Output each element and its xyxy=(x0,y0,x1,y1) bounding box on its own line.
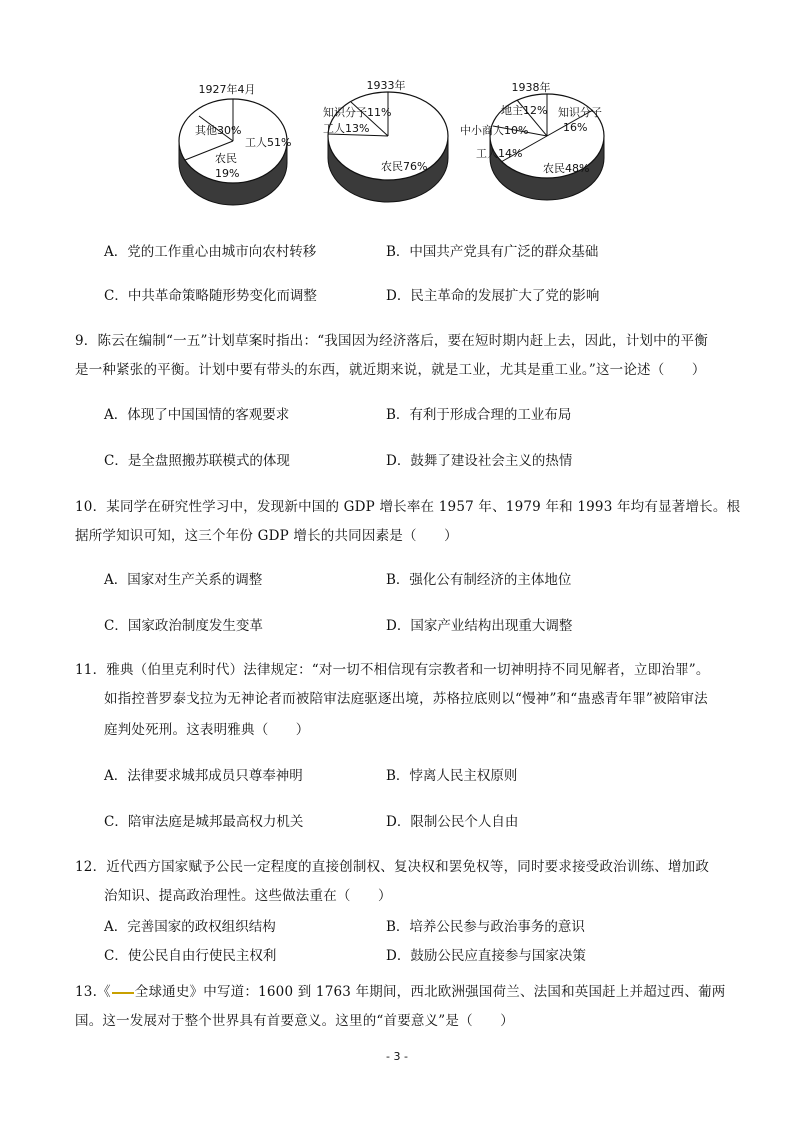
pie-label-peasants: 农民 xyxy=(215,152,237,165)
q11-option-a: A．法律要求城邦成员只尊奉神明 xyxy=(104,768,303,784)
pie-label-workers: 工人51% xyxy=(245,136,292,149)
pie-chart-1927 xyxy=(179,82,291,205)
q12-option-b: B．培养公民参与政治事务的意识 xyxy=(386,919,585,935)
pie-chart-1938 xyxy=(460,80,604,200)
q12-option-d: D．鼓励公民应直接参与国家决策 xyxy=(386,948,586,964)
q11-stem-line-1: 11．雅典（伯里克利时代）法律规定：“对一切不相信现有宗教者和一切神明持不同见解者，立即治罪”。 xyxy=(75,662,710,678)
q13-stem-text: 全球通史》中写道：1600 到 1763 年期间，西北欧洲强国荷兰、法国和英国赶上并超过西、葡两 xyxy=(134,984,726,1000)
pie-label-intellectuals-pct: 16% xyxy=(563,121,588,134)
q10-stem-line-1: 10．某同学在研究性学习中，发现新中国的 GDP 增长率在 1957 年、1979 年和 1993 年均有显著增长。根 xyxy=(75,499,741,515)
q12-option-c: C．使公民自由行使民主权利 xyxy=(104,948,277,964)
page-number: - 3 - xyxy=(386,1050,408,1063)
pie-label-workers: 工人14% xyxy=(476,147,523,160)
q10-option-a: A．国家对生产关系的调整 xyxy=(104,572,263,588)
pie-label-peasants: 农民48% xyxy=(543,162,590,175)
q8-option-b: B．中国共产党具有广泛的群众基础 xyxy=(386,244,599,260)
q9-option-b: B．有利于形成合理的工业布局 xyxy=(386,407,572,423)
q8-option-c: C．中共革命策略随形势变化而调整 xyxy=(104,288,317,304)
q9-stem-line-1: 9．陈云在编制“一五”计划草案时指出：“我国因为经济落后，要在短时期内赶上去，因此，计划中的平衡 xyxy=(75,333,708,349)
q10-option-b: B．强化公有制经济的主体地位 xyxy=(386,572,572,588)
q11-stem-line-3: 庭判处死刑。这表明雅典（ ） xyxy=(104,722,310,738)
q11-stem-line-2: 如指控普罗泰戈拉为无神论者而被陪审法庭驱逐出境，苏格拉底则以“慢神”和“蛊惑青年罪”被陪审法 xyxy=(104,691,708,707)
q13-stem-line-2: 国。这一发展对于整个世界具有首要意义。这里的“首要意义”是（ ） xyxy=(75,1013,514,1029)
q11-option-b: B．悖离人民主权原则 xyxy=(386,768,518,784)
q8-option-a: A．党的工作重心由城市向农村转移 xyxy=(104,244,317,260)
pie-charts xyxy=(175,76,625,218)
q12-option-a: A．完善国家的政权组织结构 xyxy=(104,919,276,935)
pie-label-workers: 工人13% xyxy=(323,122,370,135)
pie-label-peasants: 农民76% xyxy=(381,160,428,173)
q13-number: 13.《 xyxy=(75,984,111,1000)
q10-option-d: D．国家产业结构出现重大调整 xyxy=(386,618,573,634)
pie-title-1933: 1933年 xyxy=(366,79,406,92)
pie-label-peasants-pct: 19% xyxy=(215,167,240,180)
highlight-mark xyxy=(112,992,134,994)
pie-chart-1933 xyxy=(323,78,448,202)
q8-option-d: D．民主革命的发展扩大了党的影响 xyxy=(386,288,600,304)
q10-stem-line-2: 据所学知识可知，这三个年份 GDP 增长的共同因素是（ ） xyxy=(75,528,458,544)
pie-title-1927: 1927年4月 xyxy=(198,83,256,96)
q13-stem-line-1 xyxy=(75,982,725,1002)
pie-title-1938: 1938年 xyxy=(511,81,551,94)
q12-stem-line-2: 治知识、提高政治理性。这些做法重在（ ） xyxy=(104,888,392,904)
q9-option-c: C．是全盘照搬苏联模式的体现 xyxy=(104,453,290,469)
pie-label-merchants: 中小商人10% xyxy=(460,124,529,137)
pie-label-other: 其他30% xyxy=(195,124,242,137)
pie-label-landlords: 地主12% xyxy=(501,104,548,117)
pie-label-intellectuals: 知识分子 xyxy=(558,106,602,119)
q10-option-c: C．国家政治制度发生变革 xyxy=(104,618,263,634)
q9-stem-line-2: 是一种紧张的平衡。计划中要有带头的东西，就近期来说，就是工业，尤其是重工业。”这一论述（ ） xyxy=(75,362,706,378)
pie-label-intellectuals: 知识分子11% xyxy=(323,106,392,119)
q11-option-d: D．限制公民个人自由 xyxy=(386,814,519,830)
q9-option-a: A．体现了中国国情的客观要求 xyxy=(104,407,290,423)
q11-option-c: C．陪审法庭是城邦最高权力机关 xyxy=(104,814,304,830)
q12-stem-line-1: 12．近代西方国家赋予公民一定程度的直接创制权、复决权和罢免权等，同时要求接受政治训练、增加政 xyxy=(75,859,710,875)
q9-option-d: D．鼓舞了建设社会主义的热情 xyxy=(386,453,573,469)
